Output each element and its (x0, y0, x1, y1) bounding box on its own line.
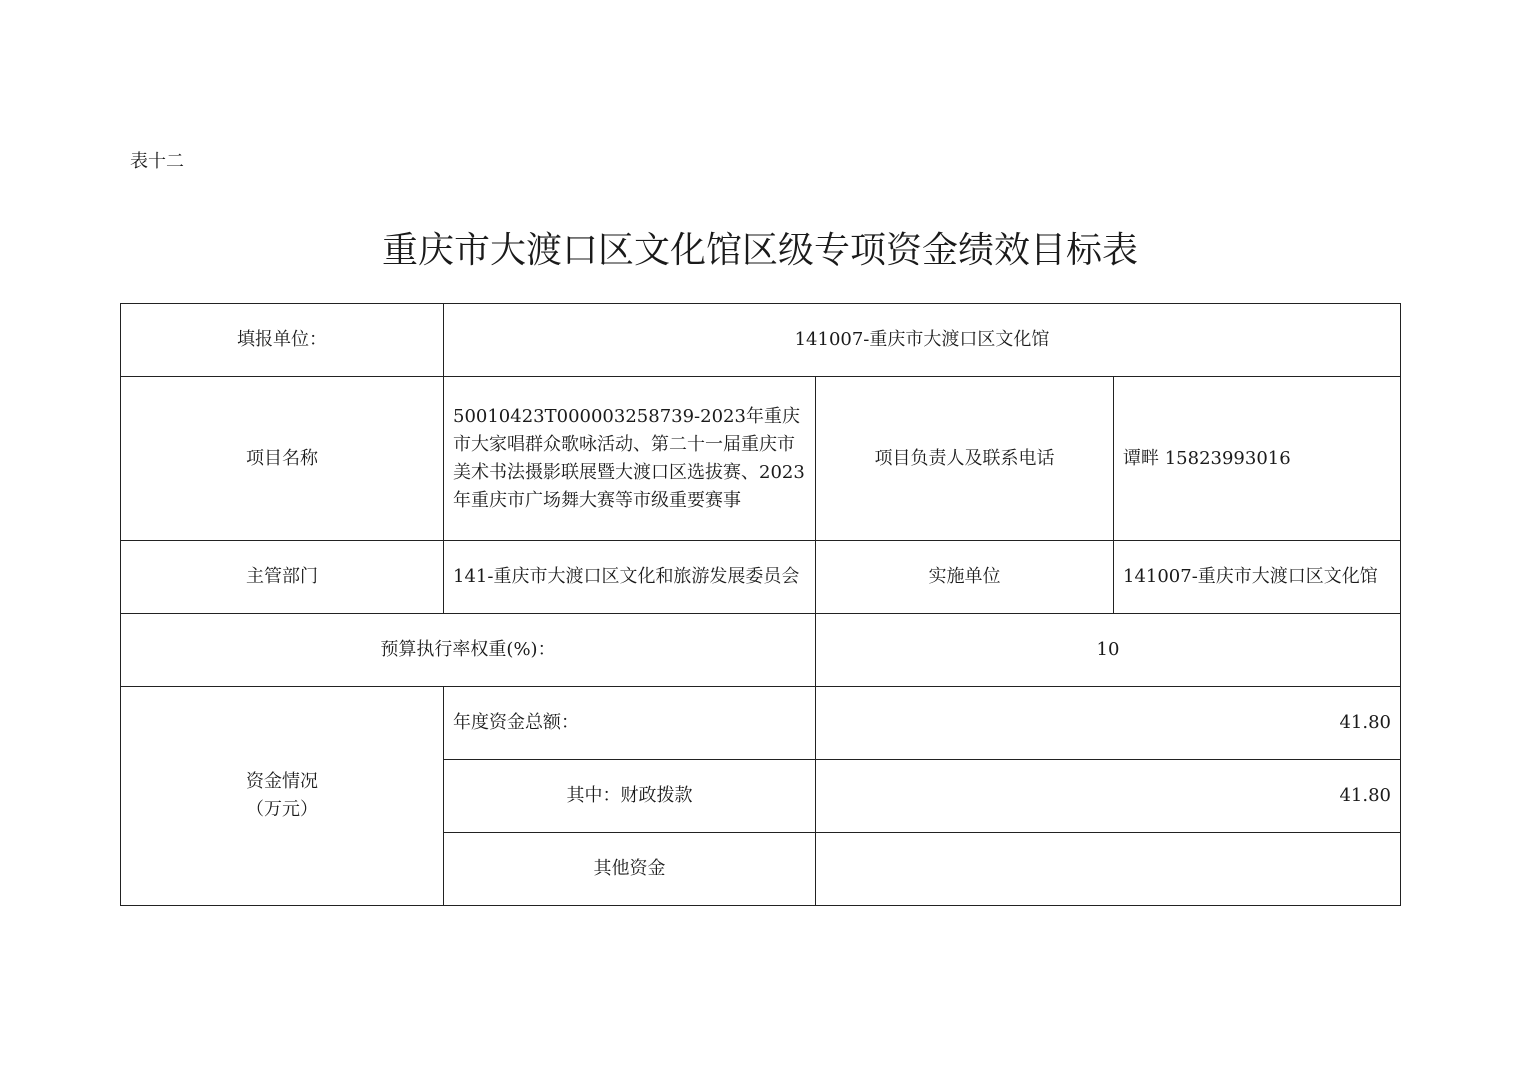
table-row (121, 687, 1401, 760)
project-name-label: 项目名称 (121, 377, 444, 541)
table-row (121, 377, 1401, 541)
project-lead-value: 谭畔 15823993016 (1114, 377, 1401, 541)
table-row (121, 304, 1401, 377)
funds-label (121, 687, 444, 906)
budget-weight-value: 10 (816, 614, 1401, 687)
reporting-unit-label: 填报单位： (121, 304, 444, 377)
project-lead-label: 项目负责人及联系电话 (816, 377, 1114, 541)
table-row (121, 541, 1401, 614)
annual-total-value: 41.80 (816, 687, 1401, 760)
annual-total-label: 年度资金总额： (444, 687, 816, 760)
implementing-unit-label: 实施单位 (816, 541, 1114, 614)
supervising-dept-label: 主管部门 (121, 541, 444, 614)
table-row (121, 614, 1401, 687)
reporting-unit-value: 141007-重庆市大渡口区文化馆 (444, 304, 1401, 377)
other-funds-value (816, 833, 1401, 906)
fiscal-allocation-value: 41.80 (816, 760, 1401, 833)
funds-label-line2: （万元） (246, 799, 318, 820)
budget-weight-label: 预算执行率权重(%)： (121, 614, 816, 687)
supervising-dept-value: 141-重庆市大渡口区文化和旅游发展委员会 (444, 541, 816, 614)
document-title: 重庆市大渡口区文化馆区级专项资金绩效目标表 (381, 230, 1138, 271)
performance-target-table (120, 303, 1401, 906)
fiscal-allocation-label: 其中：财政拨款 (444, 760, 816, 833)
funds-label-line1: 资金情况 (246, 771, 318, 792)
table-number-label: 表十二 (130, 151, 184, 172)
other-funds-label: 其他资金 (444, 833, 816, 906)
implementing-unit-value: 141007-重庆市大渡口区文化馆 (1114, 541, 1401, 614)
project-name-value: 50010423T000003258739-2023年重庆市大家唱群众歌咏活动、第二十一届重庆市美术书法摄影联展暨大渡口区选拔赛、2023年重庆市广场舞大赛等市级重要赛事 (444, 377, 816, 541)
